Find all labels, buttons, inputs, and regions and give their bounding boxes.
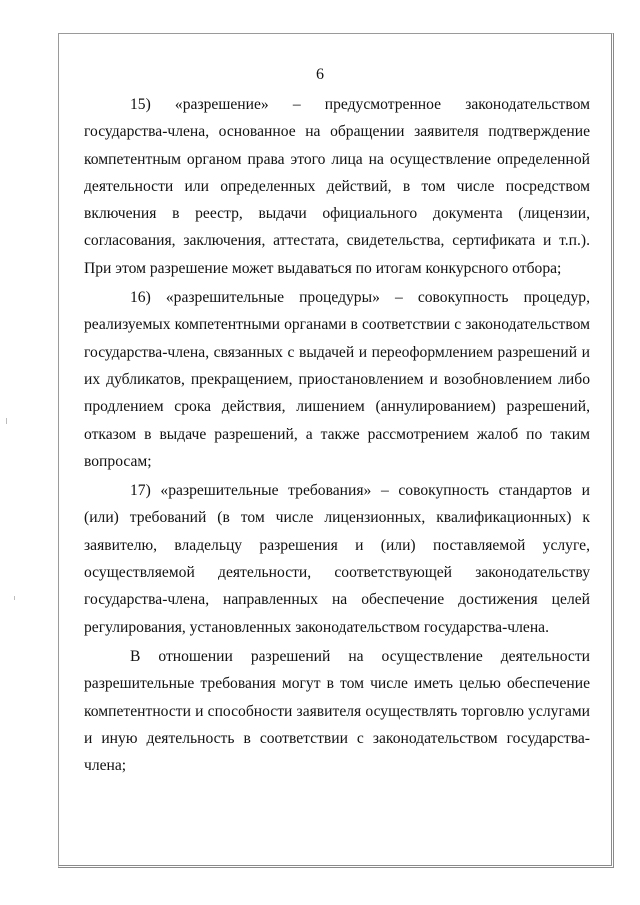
definition-16-paragraph: 16) «разрешительные процедуры» – совокупность процедур, реализуемых компетентными органами в соответствии с законодательством государства-члена, связанных с выдачей и переоформлением разрешений и их дубликатов, прекращением, приостановлением и возобновлением либо продлением срока действия, лишением (аннулированием) разрешений, отказом в выдаче разрешений, а также рассмотрением жалоб по таким вопросам; <box>84 289 590 470</box>
scan-mark <box>14 596 15 600</box>
definition-15-paragraph: 15) «разрешение» – предусмотренное законодательством государства-члена, основанное на обращении заявителя подтверждение компетентным органом права этого лица на осуществление определенной деятельности или определенных действий, в том числе посредством включения в реестр, выдачи официального документа (лицензии, согласования, заключения, аттестата, свидетельства, сертификата и т.п.). При этом разрешение может выдаваться по итогам конкурсного отбора; <box>84 96 590 277</box>
page-number: 6 <box>316 66 324 83</box>
permit-requirements-paragraph: В отношении разрешений на осуществление деятельности разрешительные требования могут в том числе иметь целью обеспечение компетентности и способности заявителя осуществлять торговлю услугами и иную деятельность в соответствии с законодательством государства-члена; <box>84 647 590 775</box>
document-body <box>84 91 590 779</box>
definition-17-paragraph: 17) «разрешительные требования» – совокупность стандартов и (или) требований (в том числе лицензионных, квалификационных) к заявителю, владельцу разрешения и (или) поставляемой услуге, осуществляемой деятельности, соответствующей законодательству государства-члена, направленных на обеспечение достижения целей регулирования, установленных законодательством государства-члена. <box>84 482 590 636</box>
scan-mark <box>6 418 7 424</box>
